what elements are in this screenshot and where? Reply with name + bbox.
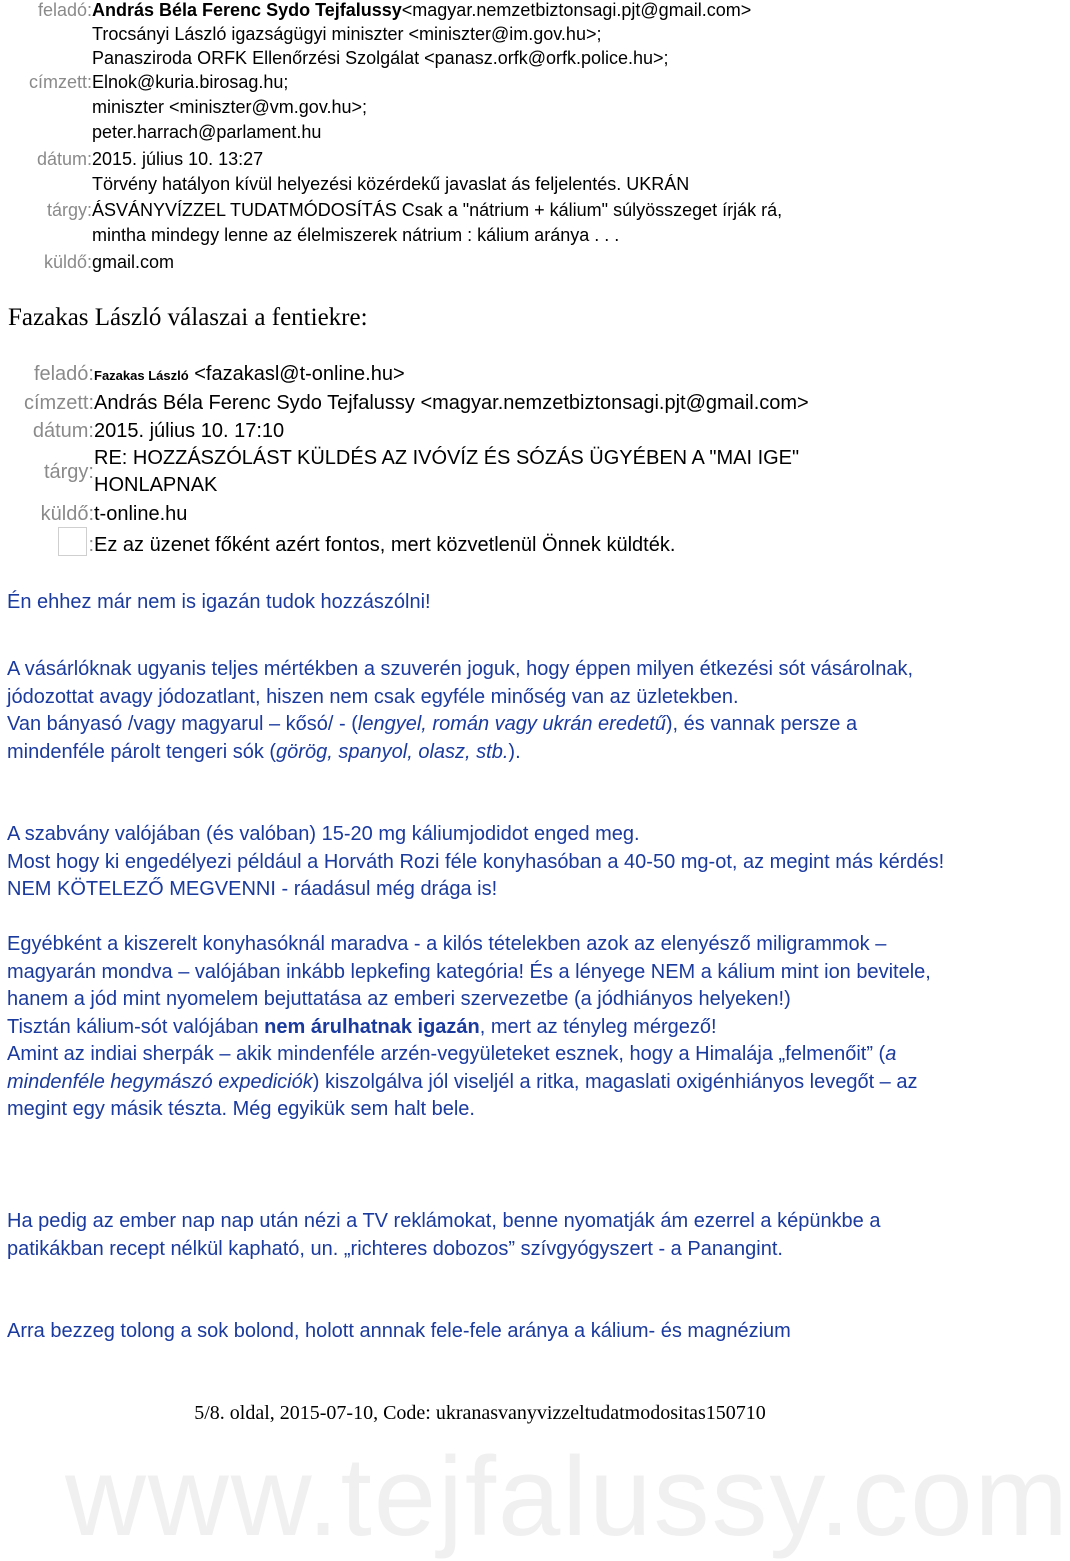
email1-from-label: feladó: <box>37 0 92 20</box>
watermark: www.tejfalussy.com <box>65 1434 1070 1559</box>
email2-date: 2015. július 10. 17:10 <box>94 420 285 442</box>
body-block-5 <box>7 1318 956 1346</box>
text-run: ), és vannak persze a mindenféle párolt tengeri sók ( <box>7 713 858 763</box>
importance-icon <box>58 527 87 556</box>
email1-to-line5: miniszter <miniszter@vm.gov.hu>; <box>92 97 368 117</box>
email1-sender-label: küldő: <box>43 252 92 272</box>
email2-from-name: Fazakas László <box>94 368 189 383</box>
email2-subject-line2: HONLAPNAK <box>94 474 218 496</box>
italic-run: a mindenféle hegymászó expediciók <box>7 1043 897 1093</box>
text-run: , mert az tényleg mérgező! <box>479 1015 717 1038</box>
email2-from-label: feladó: <box>33 363 94 385</box>
text-run: ) kiszolgálva jól viseljél a ritka, magaslati oxigénhiányos levegőt – az <box>312 1070 918 1093</box>
body-block-4 <box>7 1208 956 1263</box>
body-paragraph: A szabvány valójában (és valóban) 15-20 mg káliumjodidot enged meg. <box>7 823 640 845</box>
email1-from-name: András Béla Ferenc Sydo Tejfalussy <box>92 0 402 20</box>
text-run: Van bányasó /vagy magyarul – kősó/ - ( <box>7 713 358 735</box>
body-paragraph <box>7 1041 956 1096</box>
body-block-2 <box>7 821 956 904</box>
email2-subject-line1: RE: HOZZÁSZÓLÁST KÜLDÉS AZ IVÓVÍZ ÉS SÓZÁS ÜGYÉBEN A "MAI IGE" <box>94 447 800 469</box>
body-paragraph: Arra bezzeg tolong a sok bolond, holott annnak fele-fele aránya a kálium- és magnézium <box>7 1320 791 1342</box>
email2-to: András Béla Ferenc Sydo Tejfalussy <magyar.nemzetbiztonsagi.pjt@gmail.com> <box>94 392 809 414</box>
page-footer: 5/8. oldal, 2015-07-10, Code: ukranasvanyvizzeltudatmodositas150710 <box>194 1402 766 1424</box>
body-paragraph: megint egy másik tészta. Még egyikük sem halt bele. <box>7 1098 475 1120</box>
text-run: Tisztán kálium-sót valójában <box>7 1015 265 1038</box>
email1-to-line2: Trocsányi László igazságügyi miniszter <miniszter@im.gov.hu>; <box>92 24 602 44</box>
email2-sender-label: küldő: <box>40 503 94 525</box>
body-p1 <box>7 589 956 617</box>
body-paragraph: Most hogy ki engedélyezi például a Horváth Rozi féle konyhasóban a 40-50 mg-ot, az megint más kérdés! NEM KÖTELEZŐ MEGVENNI - ráadásul még drága is! <box>7 850 945 900</box>
email1-subject-label: tárgy: <box>46 200 92 220</box>
body-paragraph <box>7 1014 956 1042</box>
text-run: ). <box>508 740 521 763</box>
importance-colon: : <box>88 534 94 556</box>
email2-sender: t-online.hu <box>94 503 188 525</box>
body-paragraph: A vásárlóknak ugyanis teljes mértékben a szuverén joguk, hogy éppen milyen étkezési sót vásárolnak, jódozottat avagy jódozatlant, hiszen nem csak egyféle minőség van az üzletekben. <box>7 658 914 708</box>
email2-from-address[interactable]: <fazakasl@t-online.hu> <box>188 363 405 385</box>
email1-to-line6: peter.harrach@parlament.hu <box>92 122 322 142</box>
text-run: Amint az indiai sherpák – akik mindenféle arzén-vegyületeket esznek, hogy a Himalája „felmenőit” ( <box>7 1043 886 1065</box>
email2-to-label: címzett: <box>23 392 94 414</box>
email1-to-line3: Panasziroda ORFK Ellenőrzési Szolgálat <panasz.orfk@orfk.police.hu>; <box>92 48 669 68</box>
bold-run: nem árulhatnak igazán <box>264 1015 480 1038</box>
reply-heading: Fazakas László válaszai a fentiekre: <box>8 304 368 331</box>
email1-subject-line2: ÁSVÁNYVÍZZEL TUDATMÓDOSÍTÁS Csak a "nátrium + kálium" súlyösszeget írják rá, <box>92 200 783 220</box>
body-paragraph: Egyébként a kiszerelt konyhasóknál maradva - a kilós tételekben azok az elenyésző miligrammok – magyarán mondva – valójában inkább lepkefing kategória! És a lényege NEM a kálium mint ion bevitele, hanem a jód mint nyomelem bejuttatása az emberi szervezetbe (a jódhiányos helyeken!) <box>7 933 931 1010</box>
email1-to-label: címzett: <box>28 72 92 92</box>
email1-sender: gmail.com <box>92 252 175 272</box>
body-block-1 <box>7 656 956 766</box>
email1-date-label: dátum: <box>36 149 92 169</box>
italic-run: görög, spanyol, olasz, stb. <box>276 740 509 763</box>
email1-from-address[interactable]: <magyar.nemzetbiztonsagi.pjt@gmail.com> <box>401 0 752 20</box>
body-paragraph <box>7 711 956 766</box>
importance-note: Ez az üzenet főként azért fontos, mert közvetlenül Önnek küldték. <box>94 534 676 556</box>
body-block-3 <box>7 931 956 1124</box>
email1-date: 2015. július 10. 13:27 <box>92 149 264 169</box>
body-paragraph: Ha pedig az ember nap nap után nézi a TV reklámokat, benne nyomatják ám ezerrel a képünkbe a patikákban recept nélkül kapható, un. „richteres dobozos” szívgyógyszert - a Panangint. <box>7 1210 881 1260</box>
italic-run: lengyel, román vagy ukrán eredetű <box>357 713 666 735</box>
email1-to-line4: Elnok@kuria.birosag.hu; <box>92 72 289 92</box>
email1-subject-line1: Törvény hatályon kívül helyezési közérdekű javaslat ás feljelentés. UKRÁN <box>92 174 690 194</box>
body-paragraph: Én ehhez már nem is igazán tudok hozzászólni! <box>7 591 431 613</box>
email1-subject-line3: mintha mindegy lenne az élelmiszerek nátrium : kálium aránya . . . <box>92 225 620 245</box>
email2-subject-label: tárgy: <box>43 461 94 483</box>
email2-date-label: dátum: <box>32 420 94 442</box>
